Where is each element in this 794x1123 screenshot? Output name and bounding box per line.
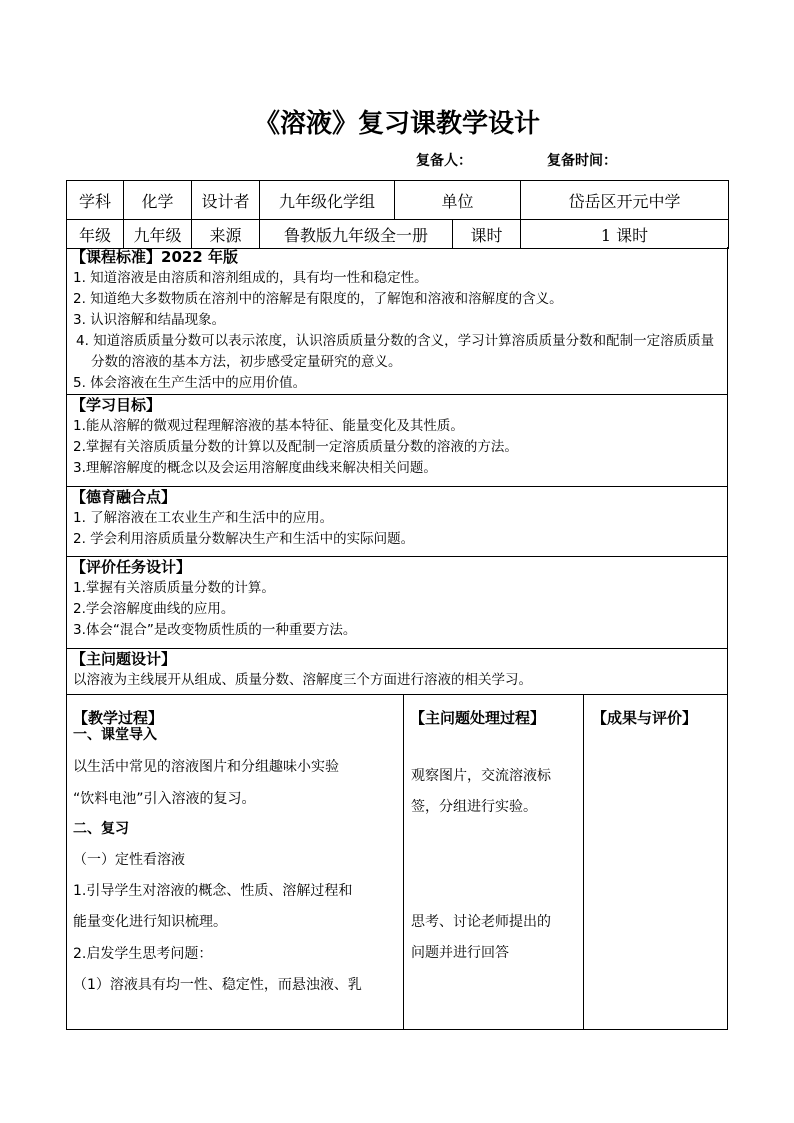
standards-item: 3. 认识溶解和结晶现象。 [73, 312, 226, 328]
designer-label: 设计者 [192, 181, 260, 220]
process-line: 二、复习 [73, 821, 129, 837]
period-value: 1 课时 [521, 220, 729, 249]
main-question-section [66, 649, 728, 695]
process-line: “饮料电池”引入溶液的复习。 [73, 791, 256, 807]
standards-item: 2. 知道绝大多数物质在溶剂中的溶解是有限度的，了解饱和溶液和溶解度的含义。 [73, 291, 563, 307]
process-line: 1.引导学生对溶液的概念、性质、溶解过程和 [73, 883, 353, 899]
evaluation-section [66, 557, 728, 649]
period-label: 课时 [453, 220, 521, 249]
standards-item: 5. 体会溶液在生产生活中的应用价值。 [73, 375, 307, 391]
question-process-line: 问题并进行回答 [411, 945, 509, 961]
standards-section [66, 247, 728, 395]
standards-heading: 【课程标准】2022 年版 [71, 248, 238, 266]
question-process-heading: 【主问题处理过程】 [410, 709, 546, 727]
main-question-text: 以溶液为主线展开从组成、质量分数、溶解度三个方面进行溶液的相关学习。 [73, 672, 532, 688]
subject-value: 化学 [124, 181, 192, 220]
grade-label: 年级 [67, 220, 124, 249]
question-process-line: 思考、讨论老师提出的 [411, 914, 551, 930]
unit-value: 岱岳区开元中学 [521, 181, 729, 220]
objectives-heading: 【学习目标】 [71, 396, 162, 414]
unit-label: 单位 [395, 181, 521, 220]
source-label: 来源 [192, 220, 260, 249]
process-line: 2.启发学生思考问题： [73, 946, 213, 962]
objectives-item: 2.掌握有关溶质质量分数的计算以及配制一定溶质质量分数的溶液的方法。 [73, 439, 518, 455]
teaching-process-heading: 【教学过程】 [73, 709, 164, 727]
grade-value: 九年级 [124, 220, 192, 249]
moral-heading: 【德育融合点】 [71, 488, 177, 506]
process-line: （一）定性看溶液 [73, 852, 185, 868]
objectives-item: 1.能从溶解的微观过程理解溶液的基本特征、能量变化及其性质。 [73, 418, 464, 434]
standards-item: 1. 知道溶液是由溶质和溶剂组成的，具有均一性和稳定性。 [73, 270, 428, 286]
process-table [66, 695, 728, 1030]
evaluation-item: 2.学会溶解度曲线的应用。 [73, 601, 235, 617]
process-line: 以生活中常见的溶液图片和分组趣味小实验 [73, 759, 339, 775]
moral-item: 2. 学会利用溶质质量分数解决生产和生活中的实际问题。 [73, 531, 415, 547]
preparer-label: 复备人： [416, 153, 472, 169]
results-column [584, 695, 728, 1029]
evaluation-item: 3.体会“混合”是改变物质性质的一种重要方法。 [73, 622, 357, 638]
meta-table [66, 180, 729, 249]
moral-section [66, 487, 728, 557]
process-line: （1）溶液具有均一性、稳定性，而悬浊液、乳 [73, 977, 362, 993]
question-process-column [404, 695, 584, 1029]
objectives-section [66, 395, 728, 487]
main-question-heading: 【主问题设计】 [71, 650, 177, 668]
process-line: 一、课堂导入 [73, 727, 157, 743]
standards-item: 4. 知道溶质质量分数可以表示浓度，认识溶质质量分数的含义，学习计算溶质质量分数和配制一定溶质质量分数的溶液的基本方法，初步感受定量研究的意义。 [76, 333, 715, 370]
question-process-line: 签，分组进行实验。 [411, 799, 537, 815]
evaluation-item: 1.掌握有关溶质质量分数的计算。 [73, 580, 275, 596]
moral-item: 1. 了解溶液在工农业生产和生活中的应用。 [73, 510, 334, 526]
results-heading: 【成果与评价】 [592, 709, 698, 727]
objectives-item: 3.理解溶解度的概念以及会运用溶解度曲线来解决相关问题。 [73, 460, 437, 476]
designer-value: 九年级化学组 [260, 181, 395, 220]
source-value: 鲁教版九年级全一册 [260, 220, 453, 249]
question-process-line: 观察图片，交流溶液标 [411, 768, 551, 784]
teaching-process-column [67, 695, 404, 1029]
evaluation-heading: 【评价任务设计】 [71, 558, 192, 576]
document-title: 《溶液》复习课教学设计 [253, 109, 540, 139]
subject-label: 学科 [67, 181, 124, 220]
process-line: 能量变化进行知识梳理。 [73, 914, 227, 930]
prep-time-label: 复备时间： [547, 153, 617, 169]
